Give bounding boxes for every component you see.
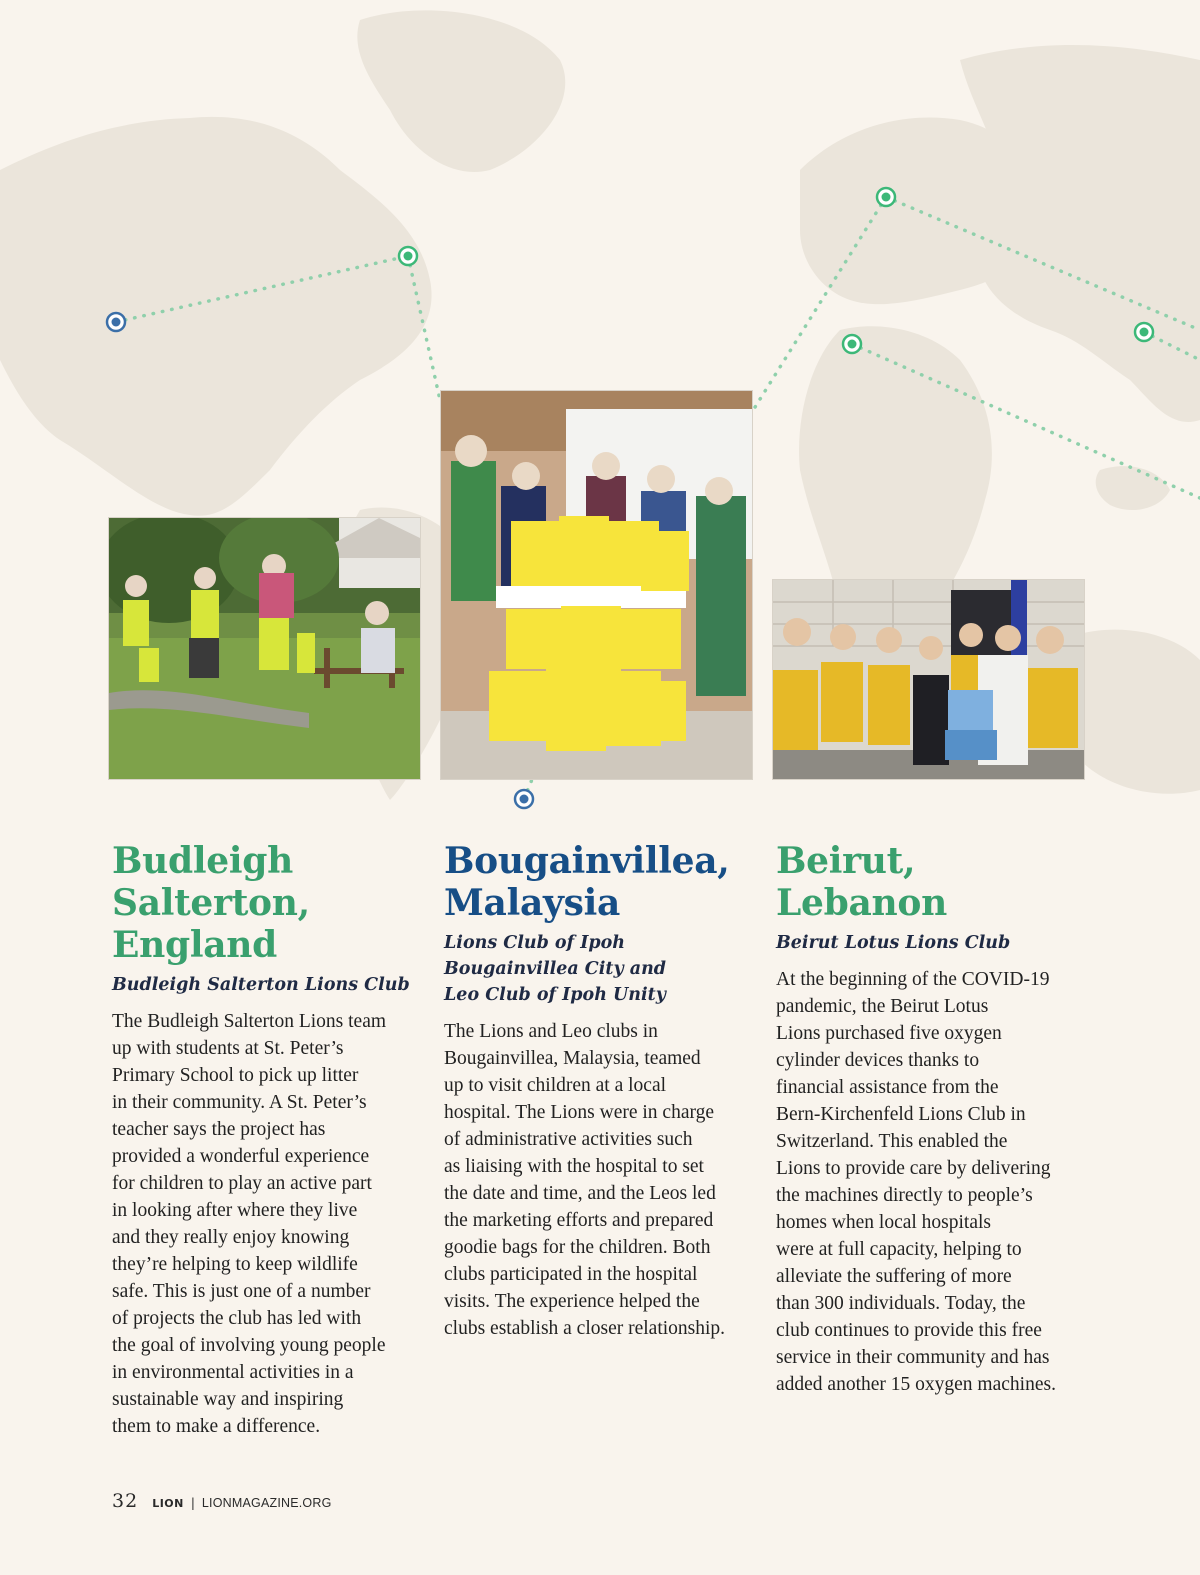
- club-name-line: Leo Club of Ipoh Unity: [444, 985, 666, 1005]
- body-line: At the beginning of the COVID-19: [776, 969, 1050, 990]
- article-headline: [776, 840, 1096, 924]
- body-line: goodie bags for the children. Both: [444, 1237, 711, 1258]
- location-marker-blue: [107, 313, 125, 331]
- body-line: clubs establish a closer relationship.: [444, 1318, 726, 1339]
- headline-line: England: [112, 924, 278, 966]
- headline-line: Salterton,: [112, 882, 310, 924]
- body-line: The Lions and Leo clubs in: [444, 1021, 658, 1042]
- article-headline: [112, 840, 432, 966]
- body-line: in environmental activities in a: [112, 1362, 354, 1383]
- club-name-line: Bougainvillea City and: [444, 959, 667, 979]
- body-line: the marketing efforts and prepared: [444, 1210, 714, 1231]
- body-line: than 300 individuals. Today, the: [776, 1293, 1026, 1314]
- page-number: 32: [112, 1490, 139, 1512]
- body-line: provided a wonderful experience: [112, 1146, 370, 1167]
- magazine-name: LION: [152, 1497, 184, 1510]
- article-headline: [444, 840, 764, 924]
- headline-line: Lebanon: [776, 882, 947, 924]
- map-islands: [1096, 466, 1170, 510]
- photo-beirut-oxygen-machines: [772, 579, 1085, 780]
- body-line: them to make a difference.: [112, 1416, 321, 1437]
- club-name: [776, 930, 1096, 956]
- body-line: of projects the club has led with: [112, 1308, 362, 1329]
- body-line: financial assistance from the: [776, 1077, 999, 1098]
- body-line: sustainable way and inspiring: [112, 1389, 344, 1410]
- body-line: clubs participated in the hospital: [444, 1264, 698, 1285]
- body-line: alleviate the suffering of more: [776, 1266, 1012, 1287]
- body-line: pandemic, the Beirut Lotus: [776, 996, 989, 1017]
- body-line: Lions to provide care by delivering: [776, 1158, 1051, 1179]
- body-line: for children to play an active part: [112, 1173, 372, 1194]
- body-line: the date and time, and the Leos led: [444, 1183, 716, 1204]
- map-north-america: [0, 117, 432, 516]
- article-body: [112, 1008, 432, 1440]
- body-line: visits. The experience helped the: [444, 1291, 700, 1312]
- body-line: in looking after where they live: [112, 1200, 358, 1221]
- body-line: as liaising with the hospital to set: [444, 1156, 704, 1177]
- article-beirut: [776, 840, 1096, 1398]
- body-line: added another 15 oxygen machines.: [776, 1374, 1056, 1395]
- body-line: service in their community and has: [776, 1347, 1050, 1368]
- body-line: the machines directly to people’s: [776, 1185, 1033, 1206]
- body-line: club continues to provide this free: [776, 1320, 1042, 1341]
- magazine-website-link[interactable]: LIONMAGAZINE.ORG: [201, 1496, 332, 1510]
- club-name: [112, 972, 432, 998]
- body-line: homes when local hospitals: [776, 1212, 992, 1233]
- headline-line: Beirut,: [776, 840, 916, 882]
- article-budleigh: [112, 840, 432, 1440]
- body-line: up with students at St. Peter’s: [112, 1038, 344, 1059]
- body-line: safe. This is just one of a number: [112, 1281, 371, 1302]
- location-marker-green: [399, 247, 417, 265]
- page-footer: [112, 1490, 332, 1518]
- location-marker-green: [877, 188, 895, 206]
- body-line: cylinder devices thanks to: [776, 1050, 980, 1071]
- body-line: teacher says the project has: [112, 1119, 326, 1140]
- body-line: Switzerland. This enabled the: [776, 1131, 1008, 1152]
- body-line: Bern-Kirchenfeld Lions Club in: [776, 1104, 1026, 1125]
- body-line: they’re helping to keep wildlife: [112, 1254, 358, 1275]
- article-body: [444, 1018, 764, 1342]
- location-marker-green: [1135, 323, 1153, 341]
- body-line: up to visit children at a local: [444, 1075, 667, 1096]
- body-line: were at full capacity, helping to: [776, 1239, 1022, 1260]
- body-line: in their community. A St. Peter’s: [112, 1092, 367, 1113]
- footer-separator: |: [190, 1496, 195, 1510]
- club-name: [444, 930, 764, 1008]
- body-line: of administrative activities such: [444, 1129, 693, 1150]
- club-name-line: Beirut Lotus Lions Club: [776, 933, 1011, 953]
- body-line: Lions purchased five oxygen: [776, 1023, 1002, 1044]
- body-line: and they really enjoy knowing: [112, 1227, 350, 1248]
- body-line: Primary School to pick up litter: [112, 1065, 359, 1086]
- location-marker-blue: [515, 790, 533, 808]
- body-line: the goal of involving young people: [112, 1335, 386, 1356]
- body-line: The Budleigh Salterton Lions team: [112, 1011, 387, 1032]
- headline-line: Malaysia: [444, 882, 620, 924]
- club-name-line: Budleigh Salterton Lions Club: [112, 975, 410, 995]
- photo-budleigh-litter-pick: [108, 517, 421, 780]
- photo-bougainvillea-goodie-bags: [440, 390, 753, 780]
- headline-line: Budleigh: [112, 840, 293, 882]
- article-bougainvillea: [444, 840, 764, 1342]
- headline-line: Bougainvillea,: [444, 840, 730, 882]
- article-body: [776, 966, 1096, 1398]
- location-marker-green: [843, 335, 861, 353]
- body-line: hospital. The Lions were in charge: [444, 1102, 715, 1123]
- club-name-line: Lions Club of Ipoh: [444, 933, 626, 953]
- map-asia: [960, 45, 1200, 422]
- body-line: Bougainvillea, Malaysia, teamed: [444, 1048, 701, 1069]
- map-greenland: [357, 10, 565, 172]
